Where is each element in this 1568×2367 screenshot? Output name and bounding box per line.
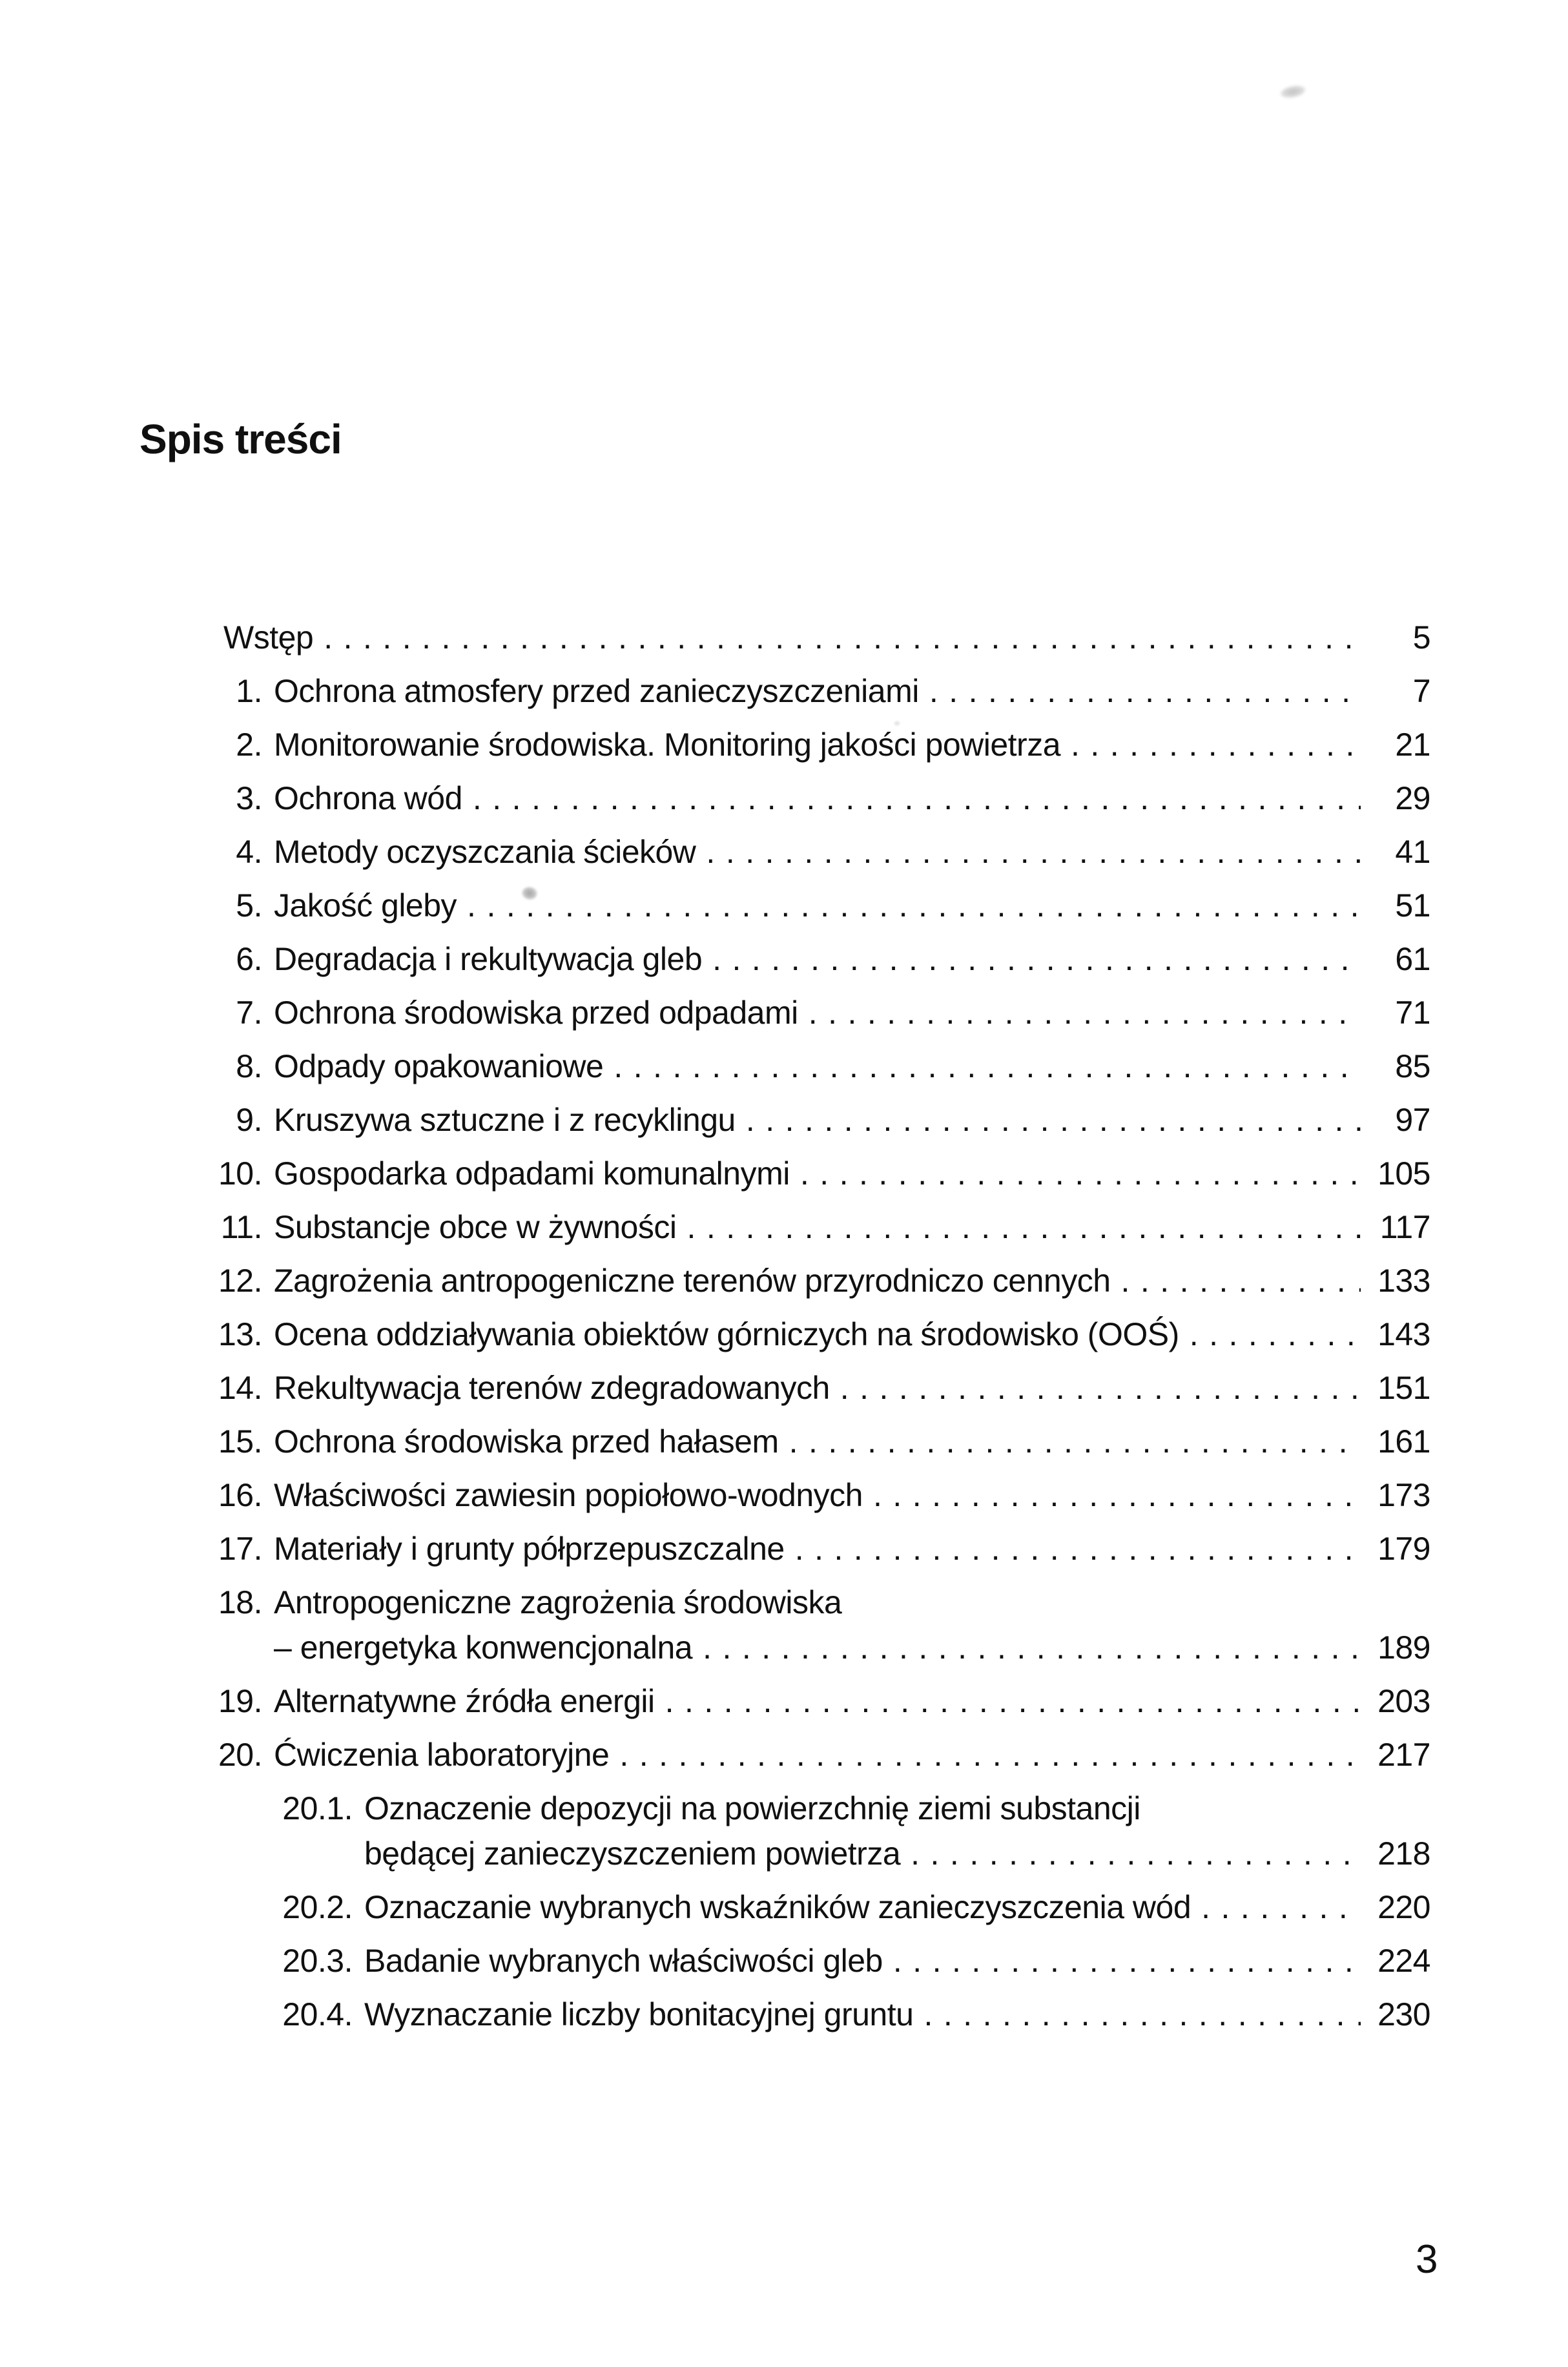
entry-page-number: 105 bbox=[1377, 1155, 1430, 1192]
entry-title: Oznaczanie wybranych wskaźników zanieczyszczenia wód bbox=[364, 1889, 1191, 1925]
entry-title: Odpady opakowaniowe bbox=[274, 1048, 604, 1084]
toc-entry bbox=[205, 776, 1430, 821]
dot-leader bbox=[746, 1097, 1361, 1142]
entry-number: 4. bbox=[236, 834, 262, 870]
entry-page-number: 117 bbox=[1379, 1209, 1430, 1245]
dot-leader bbox=[1071, 722, 1361, 767]
dot-leader bbox=[706, 829, 1361, 874]
entry-page-number: 189 bbox=[1377, 1629, 1430, 1666]
dot-leader bbox=[1190, 1312, 1361, 1357]
entry-number: 20.1. bbox=[282, 1790, 353, 1826]
entry-number: 12. bbox=[218, 1263, 262, 1299]
entry-title: Jakość gleby bbox=[274, 887, 457, 924]
dot-leader bbox=[324, 615, 1361, 660]
entry-page-number: 179 bbox=[1377, 1531, 1430, 1567]
entry-title: Alternatywne źródła energii bbox=[274, 1683, 655, 1719]
toc-entry bbox=[205, 1885, 1430, 1930]
toc-entry bbox=[205, 1044, 1430, 1089]
dot-leader bbox=[840, 1365, 1361, 1411]
entry-title: Ćwiczenia laboratoryjne bbox=[274, 1737, 610, 1773]
entry-title: Metody oczyszczania ścieków bbox=[274, 834, 696, 870]
toc-entry-continuation bbox=[205, 1625, 1430, 1670]
entry-page-number: 5 bbox=[1412, 619, 1430, 656]
entry-title: Zagrożenia antropogeniczne terenów przyrodniczo cennych bbox=[274, 1263, 1111, 1299]
entry-page-number: 71 bbox=[1395, 995, 1430, 1031]
toc-entry bbox=[205, 1526, 1430, 1571]
entry-title: Monitorowanie środowiska. Monitoring jakości powietrza bbox=[274, 727, 1060, 763]
entry-page-number: 224 bbox=[1377, 1943, 1430, 1979]
entry-page-number: 7 bbox=[1412, 673, 1430, 709]
entry-number: 20. bbox=[218, 1737, 262, 1773]
toc-entry bbox=[205, 936, 1430, 982]
toc-entry bbox=[205, 1992, 1430, 2037]
entry-title: Ochrona wód bbox=[274, 780, 462, 816]
dot-leader bbox=[473, 776, 1361, 821]
entry-page-number: 51 bbox=[1395, 887, 1430, 924]
entry-title: Gospodarka odpadami komunalnymi bbox=[274, 1155, 790, 1192]
entry-number: 8. bbox=[236, 1048, 262, 1084]
folio-page-number: 3 bbox=[1416, 2237, 1438, 2282]
entry-title: Antropogeniczne zagrożenia środowiska bbox=[274, 1584, 842, 1620]
dot-leader bbox=[800, 1151, 1361, 1196]
entry-number: 2. bbox=[236, 727, 262, 763]
entry-title: Wstęp bbox=[223, 619, 314, 656]
entry-page-number: 85 bbox=[1395, 1048, 1430, 1084]
toc-entry bbox=[205, 1097, 1430, 1142]
toc-entry bbox=[205, 1732, 1430, 1777]
entry-title: Badanie wybranych właściwości gleb bbox=[364, 1943, 883, 1979]
toc-entry bbox=[205, 722, 1430, 767]
dot-leader bbox=[923, 1992, 1361, 2037]
toc-entry-continuation bbox=[205, 1831, 1430, 1876]
entry-number: 3. bbox=[236, 780, 262, 816]
entry-page-number: 41 bbox=[1395, 834, 1430, 870]
toc-entry bbox=[205, 1312, 1430, 1357]
entry-page-number: 218 bbox=[1377, 1835, 1430, 1872]
toc-entry bbox=[205, 883, 1430, 928]
entry-number: 5. bbox=[236, 887, 262, 924]
toc-entry bbox=[205, 1938, 1430, 1983]
toc-list bbox=[205, 615, 1430, 2037]
entry-title: Właściwości zawiesin popiołowo-wodnych bbox=[274, 1477, 863, 1513]
toc-entry bbox=[205, 1419, 1430, 1464]
toc-entry bbox=[205, 1151, 1430, 1196]
page-title: Spis treści bbox=[139, 416, 342, 462]
entry-page-number: 161 bbox=[1377, 1423, 1430, 1460]
entry-title: Rekultywacja terenów zdegradowanych bbox=[274, 1370, 830, 1406]
entry-title: Substancje obce w żywności bbox=[274, 1209, 677, 1245]
entry-number: 7. bbox=[236, 995, 262, 1031]
entry-number: 14. bbox=[218, 1370, 262, 1406]
toc-entry bbox=[205, 668, 1430, 714]
toc-entry bbox=[205, 615, 1430, 660]
dot-leader bbox=[873, 1473, 1361, 1518]
entry-page-number: 21 bbox=[1395, 727, 1430, 763]
entry-number: 6. bbox=[236, 941, 262, 977]
toc-entry bbox=[205, 1365, 1430, 1411]
entry-page-number: 61 bbox=[1395, 941, 1430, 977]
dot-leader bbox=[929, 668, 1361, 714]
entry-page-number: 133 bbox=[1377, 1263, 1430, 1299]
toc-entry bbox=[205, 1204, 1430, 1250]
entry-page-number: 217 bbox=[1377, 1737, 1430, 1773]
dot-leader bbox=[686, 1204, 1361, 1250]
entry-page-number: 97 bbox=[1395, 1102, 1430, 1138]
dot-leader bbox=[1121, 1258, 1361, 1303]
entry-page-number: 173 bbox=[1377, 1477, 1430, 1513]
entry-title: Kruszywa sztuczne i z recyklingu bbox=[274, 1102, 736, 1138]
entry-title: Ochrona środowiska przed odpadami bbox=[274, 995, 798, 1031]
entry-number: 20.4. bbox=[282, 1996, 353, 2032]
entry-page-number: 143 bbox=[1377, 1316, 1430, 1352]
dot-leader bbox=[795, 1526, 1361, 1571]
entry-title: Degradacja i rekultywacja gleb bbox=[274, 941, 703, 977]
dot-leader bbox=[712, 936, 1361, 982]
dot-leader bbox=[467, 883, 1361, 928]
entry-page-number: 203 bbox=[1377, 1683, 1430, 1719]
entry-title: Ochrona środowiska przed hałasem bbox=[274, 1423, 779, 1460]
entry-number: 10. bbox=[218, 1155, 262, 1192]
dot-leader bbox=[893, 1938, 1361, 1983]
entry-number: 17. bbox=[218, 1531, 262, 1567]
toc-entry bbox=[205, 1679, 1430, 1724]
entry-number: 11. bbox=[220, 1209, 262, 1245]
entry-number: 20.3. bbox=[282, 1943, 353, 1979]
scan-smudge bbox=[1279, 84, 1307, 100]
entry-title: Materiały i grunty półprzepuszczalne bbox=[274, 1531, 785, 1567]
entry-title: Ocena oddziaływania obiektów górniczych na środowisko (OOŚ) bbox=[274, 1316, 1179, 1352]
dot-leader bbox=[614, 1044, 1361, 1089]
entry-number: 1. bbox=[236, 673, 262, 709]
dot-leader bbox=[619, 1732, 1361, 1777]
dot-leader bbox=[703, 1625, 1361, 1670]
toc-entry bbox=[205, 1786, 1430, 1831]
entry-title-line2: – energetyka konwencjonalna bbox=[274, 1629, 693, 1666]
entry-number: 19. bbox=[218, 1683, 262, 1719]
entry-number: 20.2. bbox=[282, 1889, 353, 1925]
toc-entry bbox=[205, 990, 1430, 1035]
dot-leader bbox=[789, 1419, 1361, 1464]
entry-number: 18. bbox=[218, 1584, 262, 1620]
entry-page-number: 151 bbox=[1377, 1370, 1430, 1406]
entry-title: Wyznaczanie liczby bonitacyjnej gruntu bbox=[364, 1996, 914, 2032]
dot-leader bbox=[1201, 1885, 1361, 1930]
dot-leader bbox=[809, 990, 1361, 1035]
toc-entry bbox=[205, 829, 1430, 874]
entry-number: 13. bbox=[218, 1316, 262, 1352]
toc-entry bbox=[205, 1580, 1430, 1625]
dot-leader bbox=[911, 1831, 1361, 1876]
entry-title-line2: będącej zanieczyszczeniem powietrza bbox=[364, 1835, 901, 1872]
entry-page-number: 29 bbox=[1395, 780, 1430, 816]
entry-number: 16. bbox=[218, 1477, 262, 1513]
entry-page-number: 220 bbox=[1377, 1889, 1430, 1925]
entry-number: 15. bbox=[218, 1423, 262, 1460]
entry-page-number: 230 bbox=[1377, 1996, 1430, 2032]
toc-entry bbox=[205, 1258, 1430, 1303]
entry-number: 9. bbox=[236, 1102, 262, 1138]
toc-entry bbox=[205, 1473, 1430, 1518]
dot-leader bbox=[665, 1679, 1361, 1724]
entry-title: Oznaczenie depozycji na powierzchnię ziemi substancji bbox=[364, 1790, 1140, 1826]
entry-title: Ochrona atmosfery przed zanieczyszczeniami bbox=[274, 673, 919, 709]
